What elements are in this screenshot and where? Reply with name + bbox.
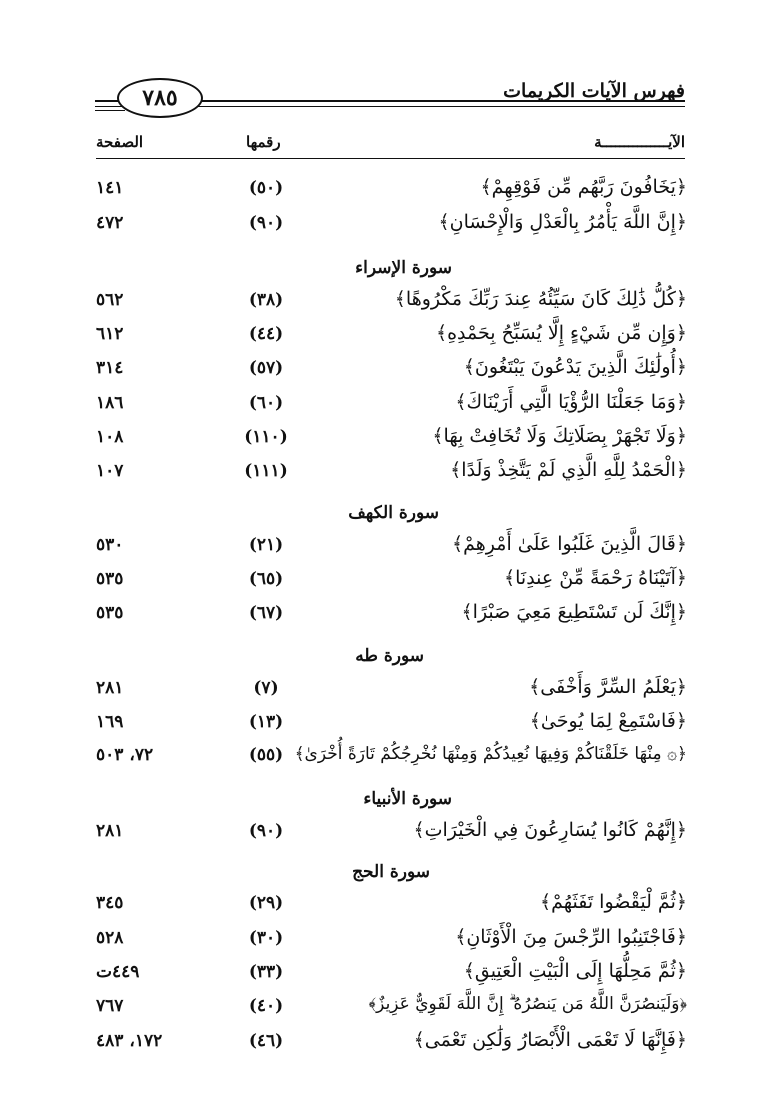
table-row [0, 176, 757, 204]
verse-text: ﴿ثُمَّ لْيَقْضُوا تَفَثَهُمْ﴾ [539, 891, 687, 913]
table-row [0, 710, 757, 738]
page-ref: ٢٨١ [96, 678, 124, 698]
page-ref: ٢٨١ [96, 821, 124, 841]
table-row [0, 288, 757, 316]
table-row [0, 743, 757, 771]
surah-heading: سورة الكهف [348, 503, 439, 523]
verse-number: (١١٠) [244, 427, 288, 447]
verse-number: (٣٨) [248, 290, 284, 310]
page-ref: ١٠٨ [96, 427, 124, 447]
verse-number: (٥٠) [248, 178, 284, 198]
column-header-verse: الآيـــــــــــــــة [594, 133, 685, 151]
page-ref: ٥٦٢ [96, 290, 124, 310]
column-header-divider [96, 158, 685, 159]
page-ref: ٦١٢ [96, 324, 124, 344]
verse-number: (٩٠) [248, 213, 284, 233]
verse-text: ﴿فَاسْتَمِعْ لِمَا يُوحَىٰ﴾ [529, 710, 687, 732]
table-row [0, 1029, 757, 1057]
verse-text: ﴿۞ مِنْهَا خَلَقْنَاكُمْ وَفِيهَا نُعِيدُكُمْ وَمِنْهَا نُخْرِجُكُمْ تَارَةً أُخْرَىٰ﴾ [294, 744, 687, 764]
verse-text: ﴿فَإِنَّهَا لَا تَعْمَى الْأَبْصَارُ وَلَٰكِن تَعْمَى﴾ [413, 1029, 687, 1051]
page-ref: ٤٤٩ت [96, 962, 140, 982]
table-row [0, 459, 757, 487]
table-row [0, 425, 757, 453]
verse-number: (٣٣) [248, 962, 284, 982]
page-header [95, 78, 685, 128]
verse-text: ﴿قَالَ الَّذِينَ غَلَبُوا عَلَىٰ أَمْرِهِمْ﴾ [451, 533, 687, 555]
verse-number: (٦٧) [248, 603, 284, 623]
verse-text: ﴿وَلَيَنصُرَنَّ اللَّهُ مَن يَنصُرُهُ ۗ إِنَّ اللَّهَ لَقَوِيٌّ عَزِيزٌ﴾ [368, 994, 687, 1014]
surah-heading: سورة طه [355, 646, 424, 666]
verse-text: ﴿آتَيْنَاهُ رَحْمَةً مِّنْ عِندِنَا﴾ [503, 567, 687, 589]
table-row [0, 356, 757, 384]
table-row [0, 994, 757, 1022]
verse-text: ﴿أُولَٰئِكَ الَّذِينَ يَدْعُونَ يَبْتَغُونَ﴾ [463, 356, 687, 378]
table-row [0, 819, 757, 847]
page-ref: ٧٢، ٥٠٣ [96, 745, 154, 765]
table-row [0, 960, 757, 988]
table-row [0, 926, 757, 954]
surah-heading: سورة الحج [352, 862, 430, 882]
table-row [0, 891, 757, 919]
verse-number: (٦٠) [248, 393, 284, 413]
verse-number: (٧) [253, 678, 279, 698]
page-ref: ١٨٦ [96, 393, 124, 413]
table-row [0, 676, 757, 704]
verse-number: (١١١) [244, 461, 288, 481]
verse-text: ﴿يَعْلَمُ السِّرَّ وَأَخْفَى﴾ [529, 676, 687, 698]
page-ref: ٣١٤ [96, 358, 124, 378]
page-ref: ٥٢٨ [96, 928, 124, 948]
verse-text: ﴿وَإِن مِّن شَيْءٍ إِلَّا يُسَبِّحُ بِحَمْدِهِ﴾ [435, 322, 687, 344]
page-ref: ١٧٢، ٤٨٣ [96, 1031, 163, 1051]
verse-number: (١٣) [248, 712, 284, 732]
verse-number: (٢١) [248, 535, 284, 555]
table-row [0, 567, 757, 595]
verse-number: (٥٥) [248, 745, 284, 765]
page-ref: ٥٣٥ [96, 569, 124, 589]
verse-number: (٦٥) [248, 569, 284, 589]
verse-number: (٢٩) [248, 893, 284, 913]
table-row [0, 601, 757, 629]
verse-number: (٤٤) [248, 324, 284, 344]
verse-number: (٤٠) [248, 996, 284, 1016]
surah-heading: سورة الأنبياء [363, 789, 452, 809]
verse-text: ﴿إِنَّ اللَّهَ يَأْمُرُ بِالْعَدْلِ وَالْإِحْسَانِ﴾ [438, 211, 687, 233]
header-rule-short [95, 110, 125, 111]
table-row [0, 391, 757, 419]
page-ref: ٧٦٧ [96, 996, 124, 1016]
page-ref: ١٠٧ [96, 461, 124, 481]
table-row [0, 211, 757, 239]
verse-text: ﴿يَخَافُونَ رَبَّهُم مِّن فَوْقِهِمْ﴾ [480, 176, 687, 198]
verse-text: ﴿وَمَا جَعَلْنَا الرُّؤْيَا الَّتِي أَرَيْنَاكَ﴾ [455, 391, 687, 413]
verse-text: ﴿وَلَا تَجْهَرْ بِصَلَاتِكَ وَلَا تُخَافِتْ بِهَا﴾ [432, 425, 687, 447]
page-ref: ٤٧٢ [96, 213, 124, 233]
verse-number: (٣٠) [248, 928, 284, 948]
verse-text: ﴿كُلُّ ذَٰلِكَ كَانَ سَيِّئُهُ عِندَ رَبِّكَ مَكْرُوهًا﴾ [394, 288, 687, 310]
table-row [0, 533, 757, 561]
verse-text: ﴿إِنَّهُمْ كَانُوا يُسَارِعُونَ فِي الْخَيْرَاتِ﴾ [413, 819, 687, 841]
verse-number: (٥٧) [248, 358, 284, 378]
verse-text: ﴿ثُمَّ مَحِلُّهَا إِلَى الْبَيْتِ الْعَتِيقِ﴾ [463, 960, 687, 982]
verse-number: (٤٦) [248, 1031, 284, 1051]
column-header-number: رقمها [246, 133, 281, 151]
page-ref: ١٤١ [96, 178, 124, 198]
surah-heading: سورة الإسراء [355, 258, 452, 278]
verse-number: (٩٠) [248, 821, 284, 841]
page-ref: ١٦٩ [96, 712, 124, 732]
page-ref: ٣٤٥ [96, 893, 124, 913]
column-header-page: الصفحة [96, 133, 144, 151]
page-ref: ٥٣٠ [96, 535, 124, 555]
verse-text: ﴿فَاجْتَنِبُوا الرِّجْسَ مِنَ الْأَوْثَانِ﴾ [455, 926, 687, 948]
page-ref: ٥٣٥ [96, 603, 124, 623]
page-title: فهرس الآيات الكريمات [503, 80, 685, 102]
verse-text: ﴿إِنَّكَ لَن تَسْتَطِيعَ مَعِيَ صَبْرًا﴾ [461, 601, 687, 623]
table-row [0, 322, 757, 350]
verse-text: ﴿الْحَمْدُ لِلَّهِ الَّذِي لَمْ يَتَّخِذْ وَلَدًا﴾ [450, 459, 687, 481]
page-number: ٧٨٥ [117, 78, 203, 118]
